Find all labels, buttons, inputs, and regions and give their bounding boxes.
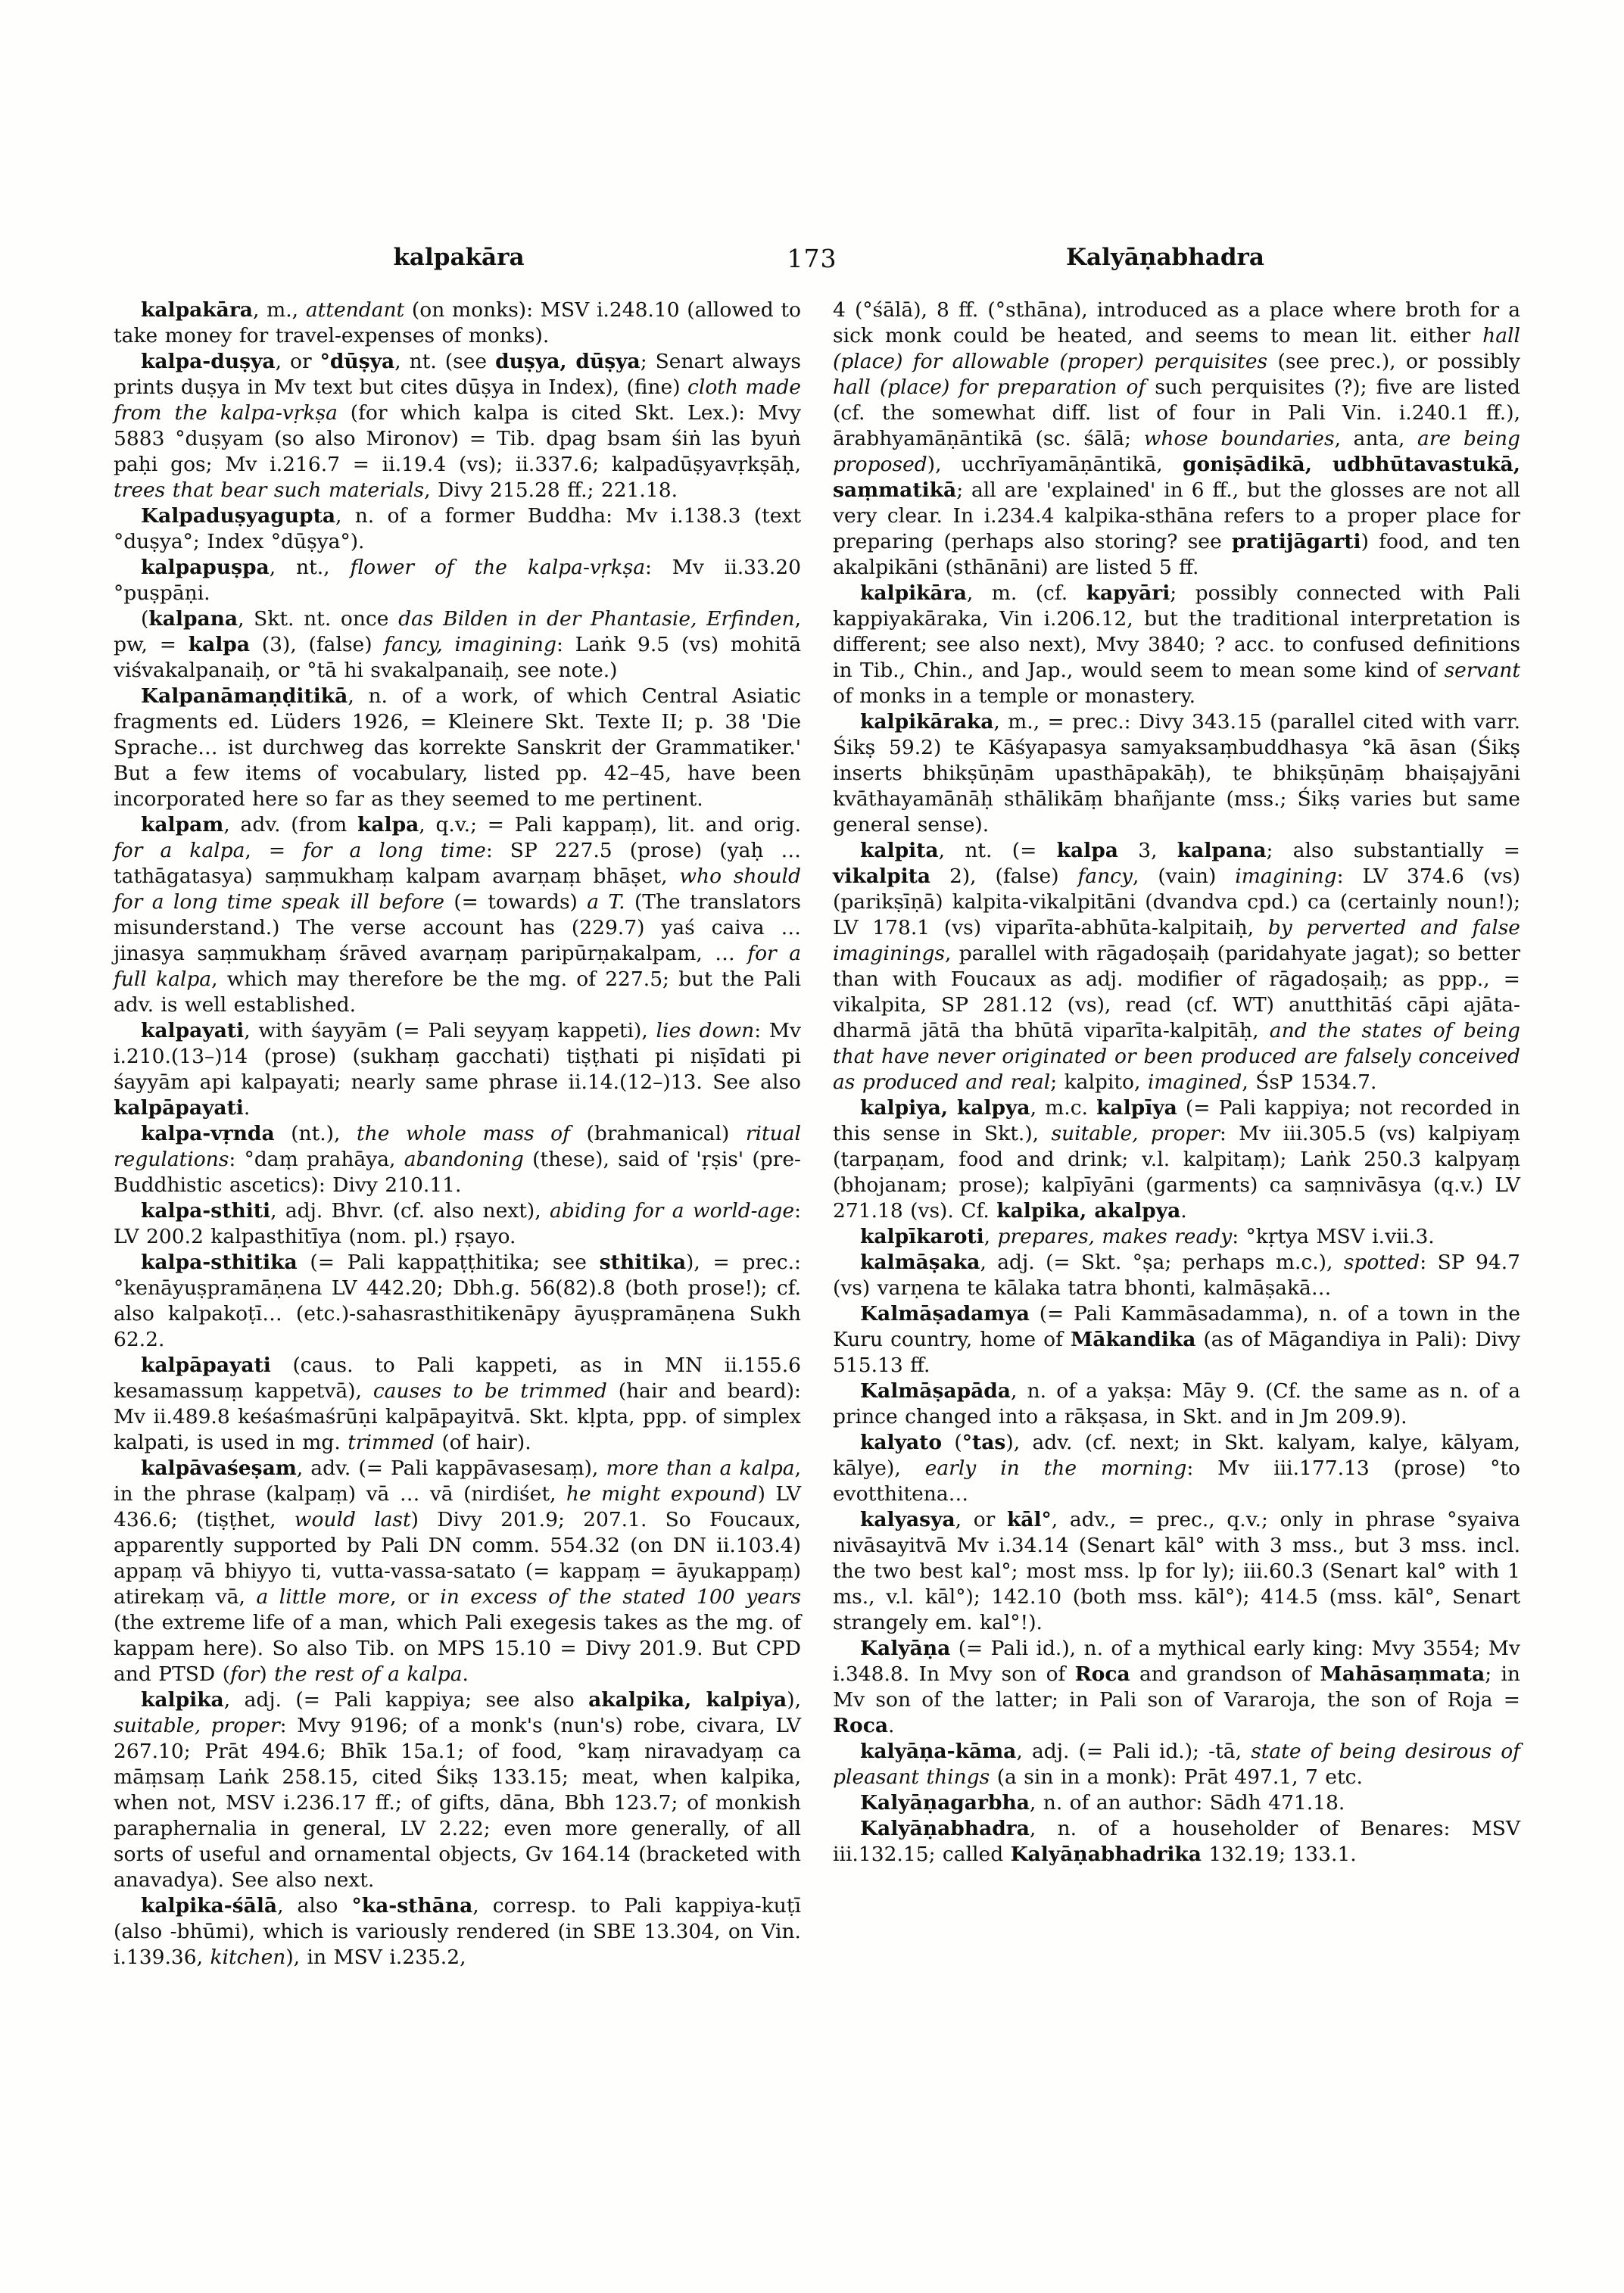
page-number: 173 [787, 244, 837, 273]
dictionary-entry: Kalyāṇagarbha, n. of an author: Sādh 471.18. [860, 1791, 1345, 1815]
text-columns [114, 298, 1520, 1971]
dictionary-entry: kalpa-duṣya, or °dūṣya, nt. (see duṣya, dūṣya; Senart always prints duṣya in Mv text but cites dūṣya in Index), (fine) cloth made from the kalpa-vṛkṣa (for which kalpa is cited Skt. Lex.): Mvy 5883 °duṣyam (so also Mironov) = Tib. dpag bsam śiṅ las byuṅ paḥi gos; Mv i.216.7 = ii.19.4 (vs); ii.337.6; kalpadūṣyavṛkṣāḥ, trees that bear such materials, Divy 215.28 ff.; 221.18. [114, 350, 801, 502]
dictionary-entry: kalpiya, kalpya, m.c. kalpīya (= Pali kappiya; not recorded in this sense in Skt.), suitable, proper: Mv iii.305.5 (vs) kalpiyaṃ (tarpaṇam, food and drink; v.l. kalpitaṃ); Laṅk 250.3 kalpyaṃ (bhojanam; prose); kalpīyāni (garments) ca saṃnivāsya (q.v.) LV 271.18 (vs). Cf. kalpika, akalpya. [833, 1096, 1520, 1223]
dictionary-entry: kalpāvaśeṣam, adv. (= Pali kappāvasesaṃ), more than a kalpa, in the phrase (kalpaṃ) vā … vā (nirdiśet, he might expound) LV 436.6; (tiṣṭhet, would last) Divy 201.9; 207.1. So Foucaux, apparently supported by Pali DN comm. 554.32 (on DN ii.103.4) appaṃ vā bhiyyo ti, vutta-vassa-satato (= kappaṃ = āyukappaṃ) atirekaṃ vā, a little more, or in excess of the stated 100 years (the extreme life of a man, which Pali exegesis takes as the mg. of kappam here). So also Tib. on MPS 15.10 = Divy 201.9. But CPD and PTSD (for) the rest of a kalpa. [114, 1456, 801, 1686]
dictionary-entry: kalpīkaroti, prepares, makes ready: °kṛtya MSV i.vii.3. [860, 1225, 1435, 1248]
dictionary-entry: kalpayati, with śayyām (= Pali seyyaṃ kappeti), lies down: Mv i.210.(13–)14 (prose) (sukhaṃ gacchati) tiṣṭhati pi niṣīdati pi śayyām api kalpayati; nearly same phrase ii.14.(12–)13. See also kalpāpayati. [114, 1019, 801, 1120]
dictionary-entry: kalpa-vṛnda (nt.), the whole mass of (brahmanical) ritual regulations: °daṃ prahāya, abandoning (these), said of 'ṛṣis' (pre-Buddhistic ascetics): Divy 210.11. [114, 1122, 802, 1197]
dictionary-entry: kalpikāraka, m., = prec.: Divy 343.15 (parallel cited with varr. Śikṣ 59.2) te Kāśyapasya samyaksaṃbuddhasya °kā āsan (Śikṣ inserts bhikṣūṇām upasthāpakāḥ), te bhikṣūṇāṃ bhaiṣajyāni kvāthayamānāḥ sthālikāṃ bhañjante (mss.; Śikṣ varies but same general sense). [833, 710, 1520, 837]
dictionary-entry: Kalmāṣadamya (= Pali Kammāsadamma), n. of a town in the Kuru country, home of Mākandika (as of Māgandiya in Pali): Divy 515.13 ff. [833, 1302, 1520, 1377]
dictionary-entry: kalyasya, or kāl°, adv., = prec., q.v.; only in phrase °syaiva nivāsayitvā Mv i.34.14 (Senart kāl° with 3 mss., but 3 mss. incl. the two best kal°; most mss. lp for ly); iii.60.3 (Senart kal° with 1 ms., v.l. kāl°); 142.10 (both mss. kāl°); 414.5 (mss. kāl°, Senart strangely em. kal°!). [833, 1508, 1520, 1634]
dictionary-entry: kalmāṣaka, adj. (= Skt. °ṣa; perhaps m.c.), spotted: SP 94.7 (vs) varṇena te kālaka tatra bhonti, kalmāṣakā… [833, 1251, 1521, 1300]
dictionary-entry: Kalyāṇabhadra, n. of a householder of Benares: MSV iii.132.15; called Kalyāṇabhadrika 132.19; 133.1. [833, 1817, 1520, 1866]
dictionary-entry: kalpam, adv. (from kalpa, q.v.; = Pali kappaṃ), lit. and orig. for a kalpa, = for a long time: SP 227.5 (prose) (yaḥ … tathāgatasya) saṃmukhaṃ kalpam avarṇaṃ bhāṣet, who should for a long time speak ill before (= towards) a T. (The translators misunderstand.) The verse account has (229.7) yaś caiva … jinasya saṃmukhaṃ śrāved avarṇaṃ paripūrṇakalpam, … for a full kalpa, which may therefore be the mg. of 227.5; but the Pali adv. is well established. [114, 813, 801, 1017]
dictionary-entry: Kalyāṇa (= Pali id.), n. of a mythical early king: Mvy 3554; Mv i.348.8. In Mvy son of Roca and grandson of Mahāsaṃmata; in Mv son of the latter; in Pali son of Vararoja, the son of Roja = Roca. [833, 1637, 1520, 1737]
dictionary-entry: (kalpana, Skt. nt. once das Bilden in der Phantasie, Erfinden, pw, = kalpa (3), (false) fancy, imagining: Laṅk 9.5 (vs) mohitā viśvakalpanaiḥ, or °tā hi svakalpanaiḥ, see note.) [114, 607, 802, 682]
left-column [114, 298, 801, 1971]
dictionary-entry: kalyāṇa-kāma, adj. (= Pali id.); -tā, state of being desirous of pleasant things (a sin in a monk): Prāt 497.1, 7 etc. [833, 1740, 1520, 1789]
dictionary-entry: kalpakāra, m., attendant (on monks): MSV i.248.10 (allowed to take money for travel-expenses of monks). [114, 298, 802, 347]
dictionary-entry: kalyato (°tas), adv. (cf. next; in Skt. kalyam, kalye, kālyam, kālye), early in the morning: Mv iii.177.13 (prose) °to evotthitena… [833, 1431, 1521, 1506]
dictionary-entry: kalpika, adj. (= Pali kappiya; see also akalpika, kalpiya), suitable, proper: Mvy 9196; of a monk's (nun's) robe, civara, LV 267.10; Prāt 494.6; Bhīk 15a.1; of food, °kaṃ niravadyaṃ ca māṃsaṃ Laṅk 258.15, cited Śikṣ 133.15; meat, when kalpika, when not, MSV i.236.17 ff.; of gifts, dāna, Bbh 123.7; of monkish paraphernalia in general, LV 2.22; even more generally, of all sorts of useful and ornamental objects, Gv 164.14 (bracketed with anavadya). See also next. [114, 1688, 801, 1892]
dictionary-entry: kalpikāra, m. (cf. kapyāri; possibly connected with Pali kappiyakāraka, Vin i.206.12, but the traditional interpretation is different; see also next), Mvy 3840; ? acc. to confused definitions in Tib., Chin., and Jap., would seem to mean some kind of servant of monks in a temple or monastery. [833, 581, 1520, 708]
running-head-right-keyword: Kalyāṇabhadra [1066, 244, 1264, 271]
dictionary-entry: kalpita, nt. (= kalpa 3, kalpana; also substantially = vikalpita 2), (false) fancy, (vain) imagining: LV 374.6 (vs) (parikṣīṇā) kalpita-vikalpitāni (dvandva cpd.) ca (certainly noun!); LV 178.1 (vs) viparīta-abhūta-kalpitaiḥ, by perverted and false imaginings, parallel with rāgadoṣaiḥ (paridahyate jagat); so better than with Foucaux as adj. modifier of rāgadoṣaiḥ; as ppp., = vikalpita, SP 281.12 (vs), read (cf. WT) anutthitāś cāpi ajāta-dharmā jātā tha bhūtā viparīta-kalpitāḥ, and the states of being that have never originated or been produced are falsely conceived as produced and real; kalpito, imagined, ŚsP 1534.7. [833, 839, 1521, 1094]
dictionary-entry: kalpa-sthitika (= Pali kappaṭṭhitika; see sthitika), = prec.: °kenāyuṣpramāṇena LV 442.20; Dbh.g. 56(82).8 (both prose!); cf. also kalpakoṭī… (etc.)-sahasrasthitikenāpy āyuṣpramāṇena Sukh 62.2. [114, 1251, 801, 1351]
dictionary-entry: kalpapuṣpa, nt., flower of the kalpa-vṛkṣa: Mv ii.33.20 °puṣpāṇi. [114, 556, 801, 605]
dictionary-entry: Kalpanāmaṇḍitikā, n. of a work, of which Central Asiatic fragments ed. Lüders 1926, = Kleinere Skt. Texte II; p. 38 'Die Sprache… ist durchweg das korrekte Sanskrit der Grammatiker.' But a few items of vocabulary, listed pp. 42–45, have been incorporated here so far as they seemed to me pertinent. [114, 684, 801, 811]
running-head-left-keyword: kalpakāra [393, 244, 525, 271]
dictionary-entry: 4 (°śālā), 8 ff. (°sthāna), introduced as a place where broth for a sick monk could be heated, and seems to mean lit. either hall (place) for allowable (proper) perquisites (see prec.), or possibly hall (place) for preparation of such perquisites (?); five are listed (cf. the somewhat diff. list of four in Pali Vin. i.240.1 ff.), ārabhyamāṇāntikā (sc. śālā; whose boundaries, anta, are being proposed), ucchrīyamāṇāntikā, goniṣādikā, udbhūtavastukā, saṃmatikā; all are 'explained' in 6 ff., but the glosses are not all very clear. In i.234.4 kalpika-sthāna refers to a proper place for preparing (perhaps also storing? see pratijāgarti) food, and ten akalpikāni (sthānāni) are listed 5 ff. [833, 298, 1521, 579]
dictionary-entry: kalpa-sthiti, adj. Bhvr. (cf. also next), abiding for a world-age: LV 200.2 kalpasthitīya (nom. pl.) ṛṣayo. [114, 1199, 801, 1248]
dictionary-entry: kalpāpayati (caus. to Pali kappeti, as in MN ii.155.6 kesamassuṃ kappetvā), causes to be trimmed (hair and beard): Mv ii.489.8 keśaśmaśrūṇi kalpāpayitvā. Skt. kḷpta, ppp. of simplex kalpati, is used in mg. trimmed (of hair). [114, 1354, 801, 1454]
running-head [0, 244, 1624, 279]
dictionary-entry: Kalmāṣapāda, n. of a yakṣa: Māy 9. (Cf. the same as n. of a prince changed into a rākṣasa, in Skt. and in Jm 209.9). [833, 1379, 1520, 1428]
dictionary-entry: Kalpaduṣyagupta, n. of a former Buddha: Mv i.138.3 (text °duṣya°; Index °dūṣya°). [114, 504, 801, 553]
dictionary-entry: kalpika-śālā, also °ka-sthāna, corresp. to Pali kappiya-kuṭī (also -bhūmi), which is variously rendered (in SBE 13.304, on Vin. i.139.36, kitchen), in MSV i.235.2, [114, 1894, 801, 1969]
right-column [833, 298, 1520, 1971]
